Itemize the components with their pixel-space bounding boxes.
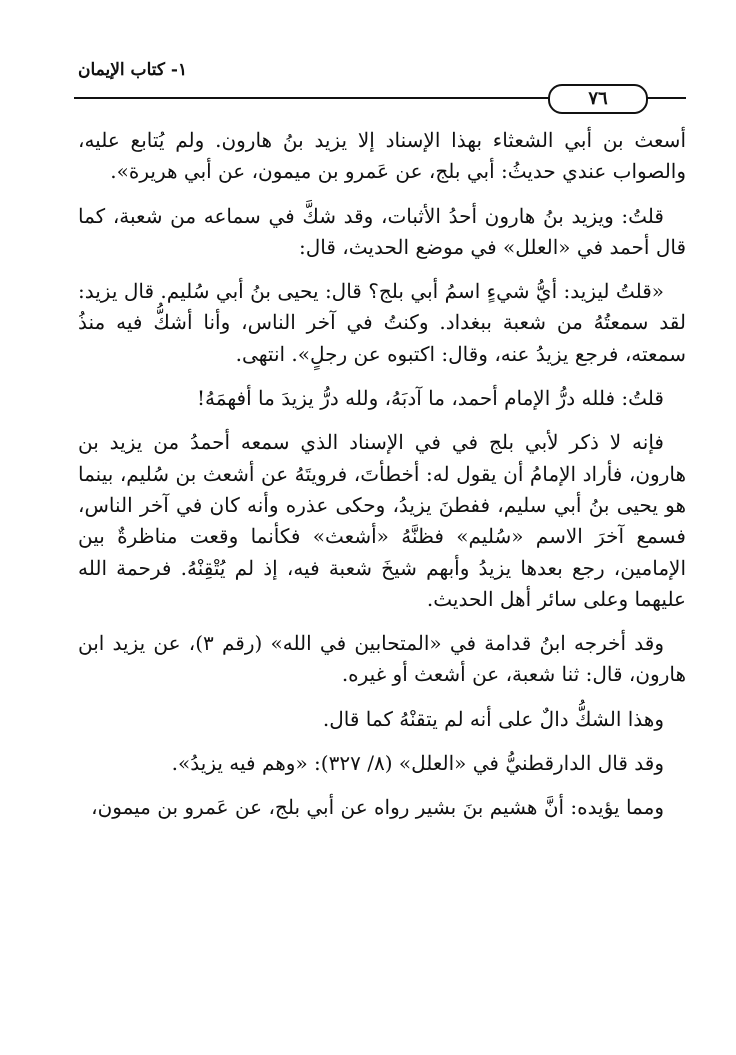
paragraph-note: قلتُ: ويزيد بنُ هارون أحدُ الأثبات، وقد شكَّ في سماعه من شعبة، كما قال أحمد في «العلل» في موضع الحديث، قال: bbox=[78, 203, 686, 259]
chapter-title: ١- كتاب الإيمان bbox=[78, 60, 188, 80]
paragraph-praise: قلتُ: فلله درُّ الإمام أحمد، ما آدبَهُ، ولله درُّ يزيدَ ما أفهمَهُ! bbox=[197, 386, 664, 411]
page-number: ٧٦ bbox=[548, 84, 648, 114]
paragraph-continuation: أسعث بن أبي الشعثاء بهذا الإسناد إلا يزيد بنُ هارون. ولم يُتابع عليه، والصواب عندي حديثُ: أبي بلج، عن عَمرو بن ميمون، عن أبي هريرة». bbox=[78, 128, 686, 184]
paragraph-doubt: وهذا الشكُّ دالٌ على أنه لم يتقنْهُ كما قال. bbox=[322, 706, 664, 731]
paragraph-daraqutni: وقد قال الدارقطنيُّ في «العلل» (٨/ ٣٢٧): «وهم فيه يزيدُ». bbox=[171, 751, 664, 776]
paragraph-ibn-qudama: وقد أخرجه ابنُ قدامة في «المتحابين في الله» (رقم ٣)، عن يزيد ابن هارون، قال: ثنا شعبة، عن أشعث أو غيره. bbox=[78, 631, 686, 687]
paragraph-support: ومما يؤيده: أنَّ هشيم بنَ بشير رواه عن أبي بلج، عن عَمرو بن ميمون، bbox=[91, 795, 664, 820]
paragraph-quote: «قلتُ ليزيد: أيُّ شيءٍ اسمُ أبي بلج؟ قال: يحيى بنُ أبي سُليم. قال يزيد: لقد سمعتُهُ من شعبة ببغداد. وكنتُ في آخر الناس، وأنا أشكُّ فيه منذُ سمعته، فرجع يزيدُ عنه، وقال: اكتبوه عن رجلٍ». انتهى. bbox=[78, 279, 686, 366]
paragraph-explanation: فإنه لا ذكر لأبي بلج في في الإسناد الذي سمعه أحمدُ من يزيد بن هارون، فأراد الإمامُ أن يقول له: أخطأتَ، فرويتَهُ عن أشعث بن سُليم، بينما هو يحيى بنُ أبي سليم، ففطنَ يزيدُ، وحكى عذره وأنه كان في آخر الناس، فسمع آخرَ الاسم «سُليم» فظنَّهُ «أشعث» فكأنما وقعت مناظرةٌ بين الإمامين، رجع بعدها يزيدُ وأبهم شيخَ شعبة فيه، إذ لم يُتْقِنْهُ. فرحمة الله عليهما وعلى سائر أهل الحديث. bbox=[78, 430, 686, 611]
page-body bbox=[78, 125, 686, 824]
